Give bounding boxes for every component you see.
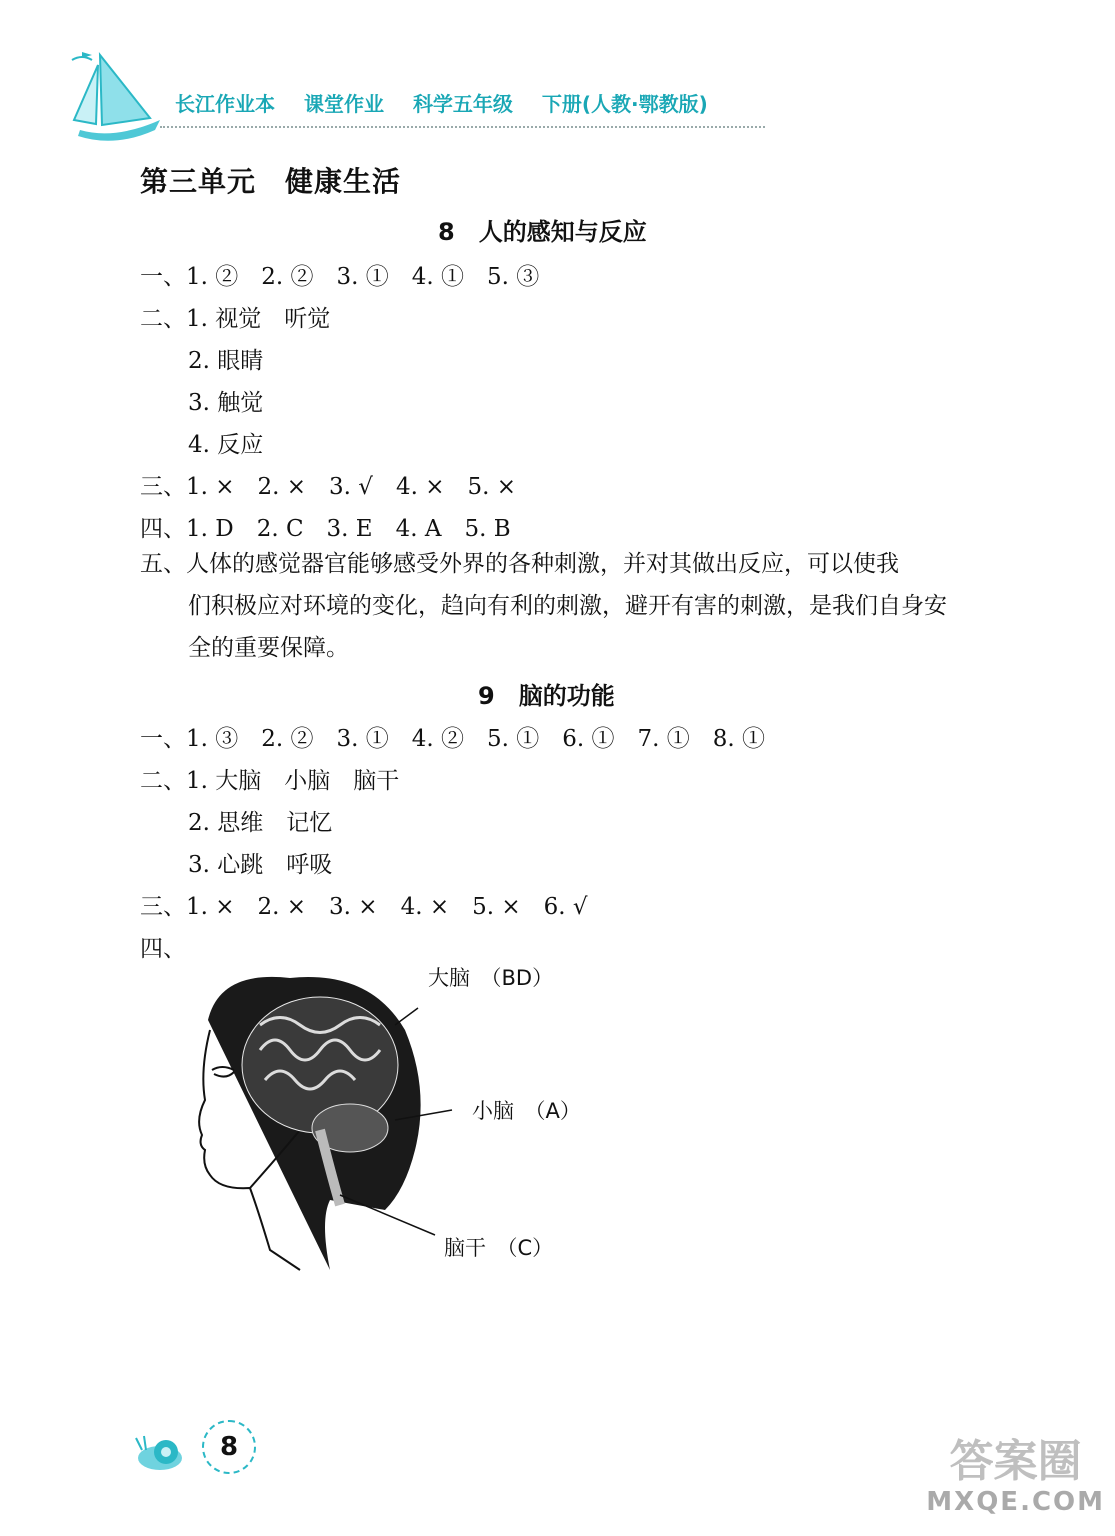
brain-figure (180, 950, 640, 1280)
lesson8-title: 8 人的感知与反应 (438, 218, 647, 246)
watermark-main: 答案圈 (949, 1436, 1082, 1487)
lesson8-q3: 三、1. × 2. × 3. √ 4. × 5. × (140, 474, 517, 500)
watermark (926, 1436, 1105, 1522)
header-divider (160, 126, 765, 128)
label-cerebrum: 大脑 （BD） (428, 966, 554, 990)
watermark-sub: MXQE.COM (926, 1487, 1105, 1517)
lesson9-q2-line2: 2. 思维 记忆 (188, 810, 333, 836)
lesson9-q2-line1: 二、1. 大脑 小脑 脑干 (140, 768, 400, 794)
page-number: 8 (202, 1420, 256, 1474)
lesson8-q2-line3: 3. 触觉 (188, 390, 264, 416)
header-title (175, 88, 730, 117)
page-header (60, 40, 780, 150)
snail-icon (130, 1426, 200, 1476)
sailboat-logo (60, 40, 170, 150)
lesson8-q2-line2: 2. 眼睛 (188, 348, 264, 374)
lesson8-q5 (140, 543, 950, 669)
header-part-subject: 科学五年级 (412, 92, 513, 116)
lesson9-q2-line3: 3. 心跳 呼吸 (188, 852, 333, 878)
lesson8-q4: 四、1. D 2. C 3. E 4. A 5. B (140, 516, 511, 542)
unit-title: 第三单元 健康生活 (140, 165, 402, 198)
lesson9-q1: 一、1. ③ 2. ② 3. ① 4. ② 5. ① 6. ① 7. ① 8. ① (140, 726, 766, 752)
header-part-volume: 下册(人教·鄂教版) (541, 92, 708, 116)
header-part-series: 长江作业本 (175, 92, 275, 116)
label-brainstem: 脑干 （C） (444, 1236, 554, 1260)
lesson8-q2-line4: 4. 反应 (188, 432, 264, 458)
page-number-area (130, 1418, 270, 1478)
lesson8-q1: 一、1. ② 2. ② 3. ① 4. ① 5. ③ (140, 264, 540, 290)
lesson9-q4: 四、 (140, 936, 186, 962)
lesson9-title: 9 脑的功能 (478, 682, 615, 710)
lesson8-q2-line1: 二、1. 视觉 听觉 (140, 306, 331, 332)
lesson9-q3: 三、1. × 2. × 3. × 4. × 5. × 6. √ (140, 894, 588, 920)
lesson8-q5-continuation: 们积极应对环境的变化，趋向有利的刺激，避开有害的刺激，是我们自身安全的重要保障。 (188, 593, 947, 661)
label-cerebellum: 小脑 （A） (472, 1099, 581, 1123)
header-part-type: 课堂作业 (303, 92, 384, 116)
lesson8-q5-first-line: 五、人体的感觉器官能够感受外界的各种刺激，并对其做出反应，可以使我 (140, 551, 899, 577)
